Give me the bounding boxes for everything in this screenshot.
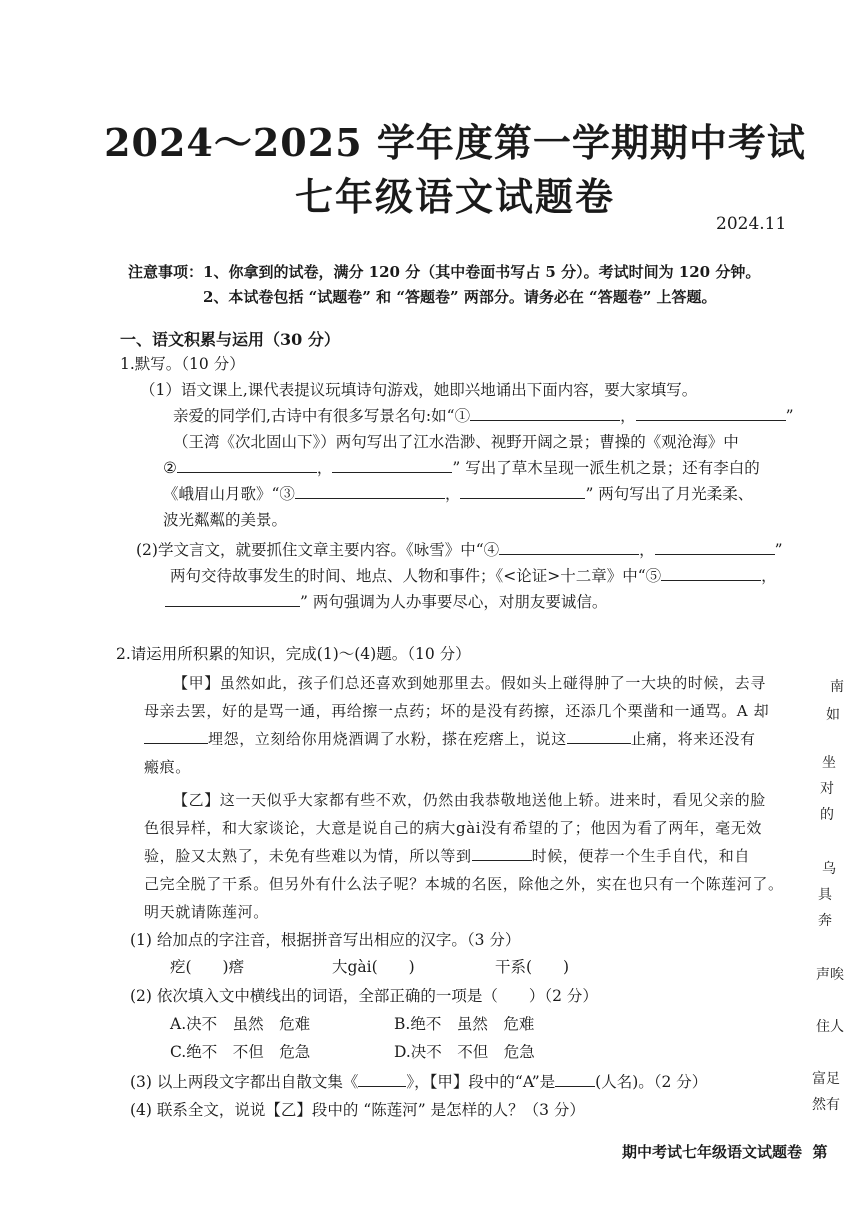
- text: ，: [639, 541, 655, 559]
- edge-text: 具: [818, 887, 832, 903]
- edge-text: 南: [830, 679, 844, 695]
- q1-part1-intro: （1）语文课上,课代表提议玩填诗句游戏，她即兴地诵出下面内容，要大家填写。: [140, 381, 698, 399]
- footer-page: 第: [812, 1143, 828, 1161]
- notice-line-1: 注意事项：1、你拿到的试卷，满分 120 分（其中卷面书写占 5 分）。考试时间为 120 分钟。: [128, 263, 761, 281]
- q2-option-b: B.绝不 虽然 危难: [394, 1015, 535, 1033]
- q2-sub1-stem: (1) 给加点的字注音，根据拼音写出相应的汉字。（3 分）: [130, 931, 521, 949]
- text: 验，脸又太熟了，未免有些难以为情，所以等到: [144, 847, 472, 865]
- footer-label: 期中考试七年级语文试题卷: [622, 1143, 803, 1161]
- answer-blank-2b[interactable]: [332, 458, 452, 473]
- text: ” 写出了草木呈现一派生机之景；还有李白的: [452, 459, 760, 477]
- text: (2)学文言文，就要抓住文章主要内容。《咏雪》中“④: [136, 541, 500, 559]
- text: 》，【甲】段中的“A”是: [406, 1073, 556, 1091]
- answer-blank-3a[interactable]: [295, 484, 445, 499]
- q2-option-a: A.决不 虽然 危难: [170, 1015, 311, 1033]
- exam-title: 2024～2025 学年度第一学期期中考试: [104, 120, 806, 165]
- q2-sub1-item-1: 疙( )瘩: [170, 958, 245, 976]
- answer-blank-2a[interactable]: [177, 458, 317, 473]
- answer-blank-5b[interactable]: [165, 592, 300, 607]
- page-footer: [622, 1141, 827, 1162]
- answer-blank-book[interactable]: [358, 1072, 406, 1087]
- q1-part2-line2: [170, 562, 777, 590]
- answer-blank-5a[interactable]: [661, 566, 761, 581]
- answer-blank-1b[interactable]: [636, 406, 786, 421]
- text: 埋怨，立刻给你用烧酒调了水粉，搽在疙瘩上，说这: [208, 730, 567, 748]
- notice-line-2: 2、本试卷包括 “试题卷” 和 “答题卷” 两部分。请务必在 “答题卷” 上答题。: [203, 288, 717, 306]
- text: 时候，便荐一个生手自代，和自: [531, 847, 751, 865]
- text: 《峨眉山月歌》“③: [163, 485, 295, 503]
- q1-part1-line2: （王湾《次北固山下》）两句写出了江水浩渺、视野开阔之景；曹操的《观沧海》中: [173, 433, 739, 451]
- answer-blank-jia-1[interactable]: [144, 729, 208, 744]
- answer-blank-1a[interactable]: [470, 406, 620, 421]
- q1-part2-line1: [136, 536, 783, 564]
- text: ”: [774, 541, 783, 559]
- answer-blank-4b[interactable]: [655, 540, 775, 555]
- q1-stem: 1.默写。（10 分）: [120, 355, 245, 373]
- passage-jia-line2: 母亲去罢，好的是骂一通，再给擦一点药；坏的是没有药擦，还添几个栗凿和一通骂。A 却: [144, 702, 770, 720]
- q1-part1-line5: 波光粼粼的美景。: [163, 511, 288, 529]
- section-heading: 一、语文积累与运用（30 分）: [120, 330, 340, 349]
- answer-blank-name[interactable]: [555, 1072, 595, 1087]
- passage-jia-line1: 【甲】虽然如此，孩子们总还喜欢到她那里去。假如头上碰得肿了一大块的时候，去寻: [173, 674, 766, 692]
- edge-text: 坐: [822, 755, 836, 771]
- q1-part1-line3: [163, 454, 760, 482]
- text: ” 两句写出了月光柔柔、: [585, 485, 754, 503]
- answer-blank-yi[interactable]: [472, 846, 532, 861]
- edge-text: 对: [820, 781, 834, 797]
- q2-sub1-item-2: 大gài( ): [332, 958, 415, 976]
- answer-blank-3b[interactable]: [460, 484, 585, 499]
- edge-text: 的: [820, 807, 834, 823]
- exam-subtitle: 七年级语文试题卷: [294, 174, 615, 219]
- q2-option-d: D.决不 不但 危急: [394, 1043, 535, 1061]
- edge-text: 富足: [812, 1071, 840, 1087]
- q1-part1-line4: [163, 480, 753, 508]
- q1-part2-line3: [165, 588, 607, 616]
- text: (3) 以上两段文字都出自散文集《: [130, 1073, 359, 1091]
- passage-yi-line3: [144, 842, 750, 870]
- text: ，: [444, 485, 461, 503]
- answer-blank-4a[interactable]: [499, 540, 639, 555]
- text: 两句交待故事发生的时间、地点、人物和事件；《<论证>十二章》中“⑤: [170, 567, 662, 585]
- edge-text: 乌: [822, 861, 836, 877]
- passage-yi-line5: 明天就请陈莲河。: [144, 903, 269, 921]
- q2-sub1-item-3: 干系( ): [495, 958, 570, 976]
- passage-yi-line1: 【乙】这一天似乎大家都有些不欢，仍然由我恭敬地送他上轿。进来时，看见父亲的脸: [173, 791, 766, 809]
- edge-text: 声唉: [816, 967, 844, 983]
- q1-part1-line1: [173, 402, 794, 430]
- passage-yi-line4: 己完全脱了干系。但另外有什么法子呢？本城的名医，除他之外，实在也只有一个陈莲河了。: [144, 875, 784, 893]
- q2-sub4: (4) 联系全文，说说【乙】段中的 “陈莲河” 是怎样的人？（3 分）: [130, 1101, 585, 1119]
- q2-stem: 2.请运用所积累的知识，完成(1)～(4)题。（10 分）: [116, 645, 471, 663]
- passage-jia-line3: [144, 725, 756, 753]
- text: ②: [163, 459, 177, 477]
- edge-text: 住人: [816, 1019, 844, 1035]
- text: ，: [316, 459, 333, 477]
- text: (人名)。（2 分）: [595, 1073, 708, 1091]
- text: 止痛，将来还没有: [630, 730, 756, 748]
- text: ，: [761, 567, 777, 585]
- passage-jia-line4: 瘢痕。: [144, 758, 191, 776]
- text: ”: [785, 407, 794, 425]
- edge-text: 然有: [812, 1097, 840, 1113]
- q2-sub2-stem: (2) 依次填入文中横线出的词语，全部正确的一项是（ ）（2 分）: [130, 987, 598, 1005]
- passage-yi-line2: 色很异样，和大家谈论，大意是说自己的病大gài没有希望的了；他因为看了两年，毫无效: [144, 819, 762, 837]
- text: 亲爱的同学们,古诗中有很多写景名句:如“①: [173, 407, 471, 425]
- answer-blank-jia-2[interactable]: [567, 729, 631, 744]
- exam-date: 2024.11: [716, 214, 787, 234]
- q2-sub3: [130, 1068, 707, 1096]
- text: ” 两句强调为人办事要尽心，对朋友要诚信。: [300, 593, 608, 611]
- q2-option-c: C.绝不 不但 危急: [170, 1043, 311, 1061]
- edge-text: 奔: [818, 913, 832, 929]
- text: ，: [620, 407, 636, 425]
- edge-text: 如: [826, 707, 840, 723]
